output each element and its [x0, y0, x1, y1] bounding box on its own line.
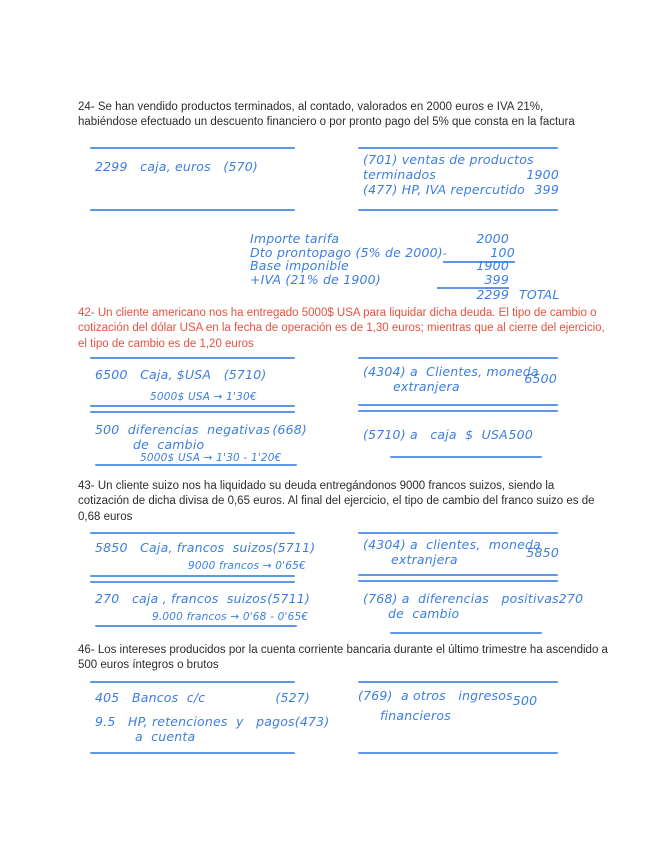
- account-code: (668): [272, 422, 307, 437]
- debit-account-line: 500 diferencias negativas: [95, 422, 271, 437]
- ledger-rule-bottom-right-24: [358, 209, 558, 211]
- credit-account-row: [363, 167, 559, 182]
- credit-account-row: [363, 182, 559, 197]
- entry-43b-exchange-note: 9.000 francos → 0'68 - 0'65€: [152, 611, 309, 623]
- calc-total-value: 2299: [476, 287, 509, 302]
- credit-account-line: (477) HP, IVA repercutido: [363, 182, 526, 197]
- entry-42a-debit-line: 6500 Caja, $USA (5710): [95, 367, 267, 382]
- debit-account-line: 5850 Caja, francos suizos: [95, 540, 273, 555]
- ledger-rule-bottom-left-24: [90, 209, 295, 211]
- credit-account-line: (769) a otros ingresos: [358, 688, 513, 703]
- calc-row: [250, 272, 570, 286]
- ledger-rule-top-left-46: [90, 681, 295, 683]
- ledger-rule-bottom-right-42b: [390, 456, 542, 458]
- credit-account-line: financieros: [380, 708, 451, 723]
- invoice-calculation-block: [250, 231, 570, 302]
- calc-total-label: TOTAL: [519, 287, 560, 302]
- entry-24-credit-block: [363, 152, 559, 197]
- note-underline-42b: [95, 464, 297, 466]
- calc-total-row: [250, 285, 570, 302]
- credit-account-line: (768) a diferencias positivas: [363, 591, 559, 606]
- credit-amount: 500: [512, 693, 538, 708]
- entry-43a-credit-block: [363, 537, 559, 567]
- entry-42a-credit-block: [363, 364, 559, 394]
- entry-42b-exchange-note: 5000$ USA → 1'30 - 1'20€: [140, 452, 282, 464]
- debit-account-row: [95, 714, 330, 729]
- calc-label: Dto prontopago (5% de 2000): [250, 244, 443, 260]
- credit-account-line: extranjera: [393, 379, 460, 394]
- ledger-rule-top-right-42: [358, 357, 558, 359]
- credit-account-line: (4304) a Clientes, moneda: [363, 364, 539, 379]
- credit-account-line: (701) ventas de productos: [363, 152, 534, 167]
- debit-account-line: 9.5 HP, retenciones y pagos: [95, 714, 295, 729]
- exercise-42-statement: 42- Un cliente americano nos ha entregado 5000$ USA para liquidar dicha deuda. El tipo de cambio o cotización del dólar USA en la fecha de operación es de 1,30 euros; mientras que al cierre del ejercicio, el tipo de cambio es de 1,20 euros: [78, 307, 605, 350]
- credit-amount: 270: [558, 591, 584, 606]
- credit-account-line: terminados: [363, 167, 437, 182]
- exercise-46-statement: 46- Los intereses producidos por la cuenta corriente bancaria durante el último trimestre ha ascendido a 500 euros íntegros o brutos: [78, 644, 608, 672]
- credit-account-line: extranjera: [391, 552, 458, 567]
- credit-amount: 6500: [524, 371, 557, 386]
- entry-46-credit-block: [358, 688, 538, 723]
- ledger-double-rule-right-42a: [358, 404, 558, 406]
- credit-amount: 1900: [526, 167, 559, 182]
- ledger-double-rule-left-43b: [90, 581, 295, 583]
- calc-label: Importe tarifa: [250, 231, 340, 246]
- ledger-double-rule-right-42b: [358, 410, 558, 412]
- entry-24-debit-line: 2299 caja, euros (570): [95, 159, 258, 174]
- ledger-rule-top-right-24: [358, 147, 558, 149]
- minus-sign: -: [442, 246, 448, 260]
- debit-account-line: a cuenta: [135, 729, 196, 744]
- calc-label: +IVA (21% de 1900): [250, 271, 381, 287]
- ledger-double-rule-left-42b: [90, 411, 295, 413]
- ledger-double-rule-right-43b: [358, 580, 558, 582]
- ledger-rule-bottom-right-46: [358, 752, 558, 754]
- account-code: (527): [275, 690, 310, 705]
- debit-account-line: 405 Bancos c/c: [95, 690, 206, 705]
- debit-account-row: [95, 422, 307, 437]
- note-underline-43b: [95, 625, 297, 627]
- entry-43a-debit-block: [95, 540, 316, 555]
- calc-value: 100: [490, 244, 515, 260]
- calc-row: [250, 231, 570, 245]
- calc-row: [250, 245, 570, 259]
- exercise-43-statement: 43- Un cliente suizo nos ha liquidado su deuda entregándonos 9000 francos suizos, siendo la cotización de dicha divisa de 0,65 euros. Al final del ejercicio, el tipo de cambio del franco suizo es de 0,68 euros: [78, 480, 595, 523]
- debit-account-line: 270 caja , francos suizos: [95, 591, 267, 606]
- entry-42a-exchange-note: 5000$ USA → 1'30€: [150, 391, 257, 403]
- debit-account-line: de cambio: [133, 437, 205, 452]
- ledger-double-rule-right-43a: [358, 574, 558, 576]
- credit-amount: 500: [508, 427, 533, 442]
- ledger-rule-top-right-43: [358, 532, 558, 534]
- credit-account-row: [358, 688, 538, 708]
- credit-account-line: (5710) a caja $ USA: [363, 427, 508, 442]
- credit-amount: 399: [534, 182, 559, 197]
- calc-value-cell: [437, 272, 509, 289]
- calc-value: 1900: [476, 258, 509, 273]
- calc-value: 399: [484, 271, 509, 287]
- entry-42b-credit-block: [363, 427, 533, 442]
- entry-43a-exchange-note: 9000 francos → 0'65€: [188, 560, 306, 572]
- entry-46-debit-row-1: [95, 690, 310, 705]
- credit-account-line: de cambio: [388, 606, 460, 621]
- calc-value-cell: [437, 287, 509, 302]
- exercise-24-statement: 24- Se han vendido productos terminados, al contado, valorados en 2000 euros e IVA 21%, habiéndose efectuado un descuento financiero o por pronto pago del 5% que consta en la factura: [78, 101, 575, 129]
- entry-43b-debit-block: [95, 591, 310, 606]
- account-code: (473): [294, 714, 330, 729]
- calc-label: Base imponible: [250, 258, 349, 273]
- calc-row: [250, 258, 570, 272]
- entry-43b-credit-block: [363, 591, 584, 621]
- credit-amount: 5850: [526, 545, 559, 560]
- ledger-rule-bottom-left-46: [90, 752, 295, 754]
- entry-46-debit-row-2: [95, 714, 330, 744]
- ledger-rule-bottom-right-43b: [390, 632, 542, 634]
- ledger-double-rule-left-43a: [90, 575, 295, 577]
- ledger-double-rule-left-42a: [90, 405, 295, 407]
- ledger-rule-top-right-46: [358, 681, 558, 683]
- account-code: (5711): [272, 540, 316, 555]
- ledger-rule-top-left-43: [90, 532, 295, 534]
- ledger-rule-top-left-24: [90, 147, 295, 149]
- calc-value: 2000: [476, 231, 509, 246]
- entry-42b-debit-block: [95, 422, 307, 452]
- credit-account-line: (4304) a clientes, moneda: [363, 537, 542, 552]
- account-code: (5711): [267, 591, 310, 606]
- credit-account-row: [363, 591, 584, 606]
- ledger-rule-top-left-42: [90, 357, 295, 359]
